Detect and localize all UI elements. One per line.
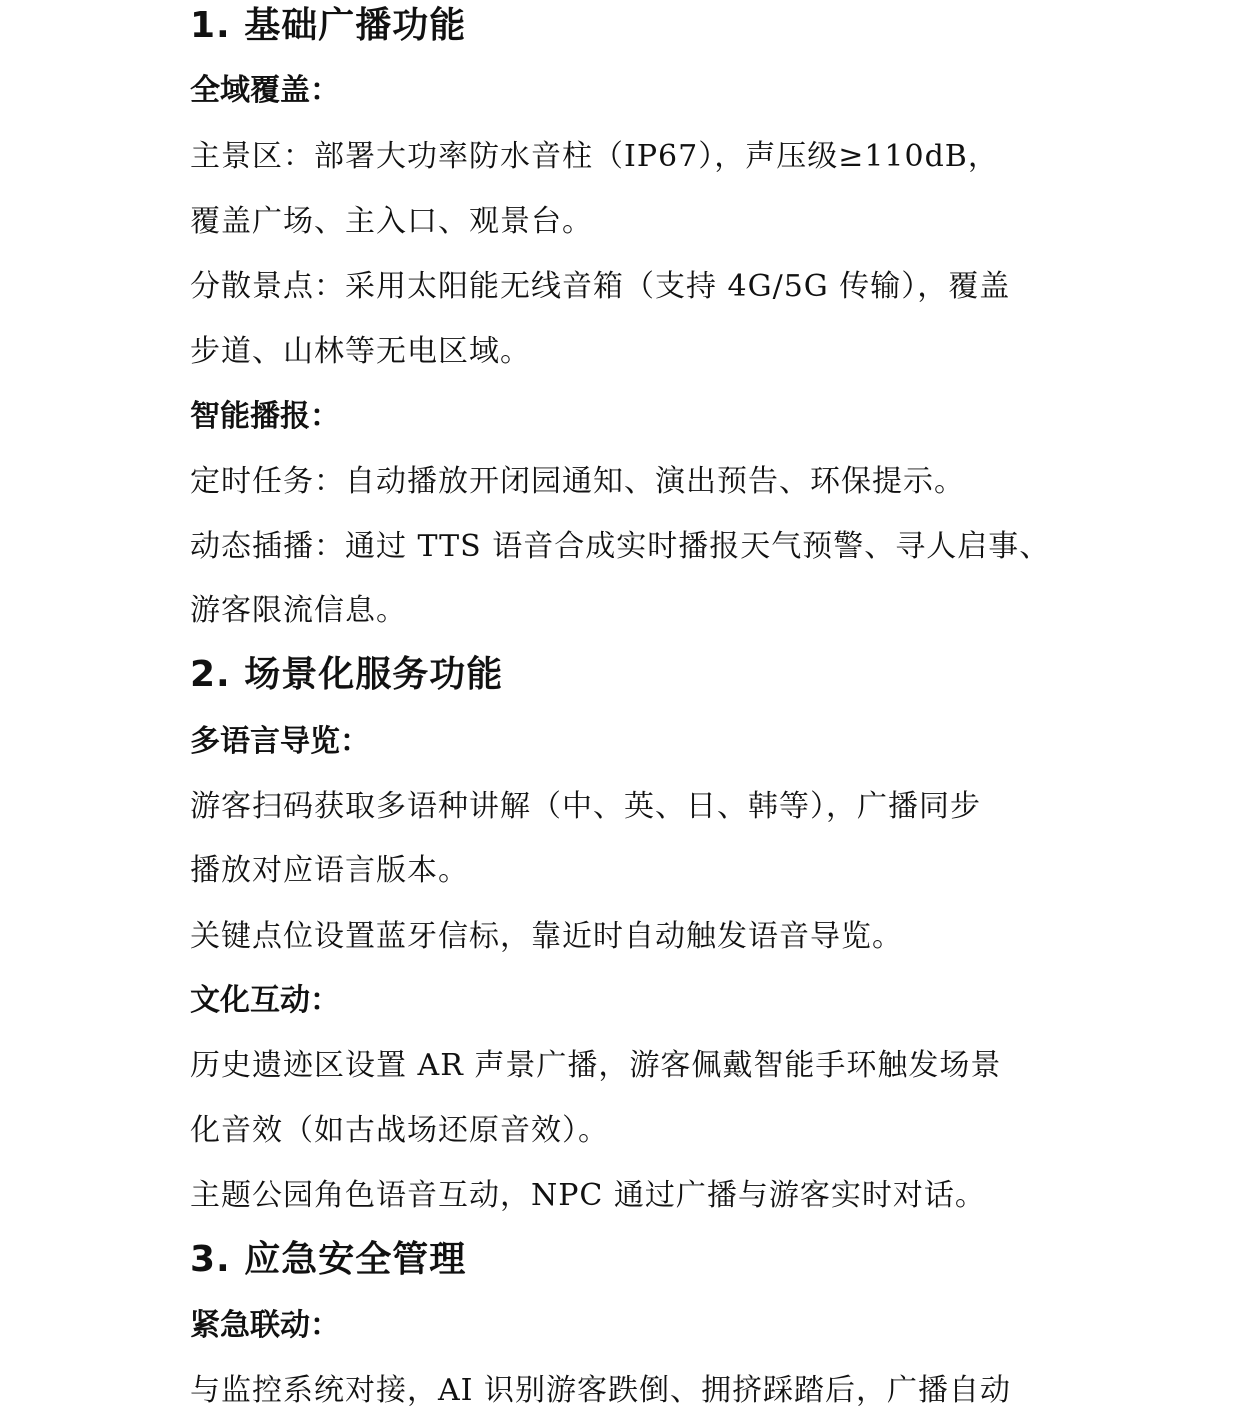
paragraph-line: 分散景点：采用太阳能无线音箱（支持 4G/5G 传输），覆盖 <box>190 269 1011 304</box>
paragraph-line: 游客限流信息。 <box>190 593 407 628</box>
paragraph-line: 历史遗迹区设置 AR 声景广播，游客佩戴智能手环触发场景 <box>190 1048 1002 1083</box>
paragraph-line: 与监控系统对接，AI 识别游客跌倒、拥挤踩踏后，广播自动 <box>190 1373 1012 1408</box>
section-heading-2: 2. 场景化服务功能 <box>190 654 504 695</box>
paragraph-line: 动态插播：通过 TTS 语音合成实时播报天气预警、寻人启事、 <box>190 529 1051 564</box>
paragraph-line: 播放对应语言版本。 <box>190 853 469 888</box>
section-heading-1: 1. 基础广播功能 <box>190 5 467 46</box>
subsection-title-smart-broadcast: 智能播报： <box>190 399 340 434</box>
paragraph-line: 游客扫码获取多语种讲解（中、英、日、韩等），广播同步 <box>190 789 981 824</box>
paragraph-line: 主景区：部署大功率防水音柱（IP67），声压级≥110dB， <box>190 139 999 174</box>
section-heading-3: 3. 应急安全管理 <box>190 1239 467 1280</box>
paragraph-line: 主题公园角色语音互动，NPC 通过广播与游客实时对话。 <box>190 1178 986 1213</box>
paragraph-line: 覆盖广场、主入口、观景台。 <box>190 204 593 239</box>
subsection-title-cultural: 文化互动： <box>190 983 340 1018</box>
subsection-title-multilingual: 多语言导览： <box>190 724 370 759</box>
paragraph-line: 步道、山林等无电区域。 <box>190 334 531 369</box>
paragraph-line: 关键点位设置蓝牙信标，靠近时自动触发语音导览。 <box>190 919 903 954</box>
paragraph-line: 化音效（如古战场还原音效）。 <box>190 1113 609 1148</box>
subsection-title-coverage: 全域覆盖： <box>190 73 340 108</box>
subsection-title-emergency: 紧急联动： <box>190 1308 340 1343</box>
paragraph-line: 定时任务：自动播放开闭园通知、演出预告、环保提示。 <box>190 464 965 499</box>
